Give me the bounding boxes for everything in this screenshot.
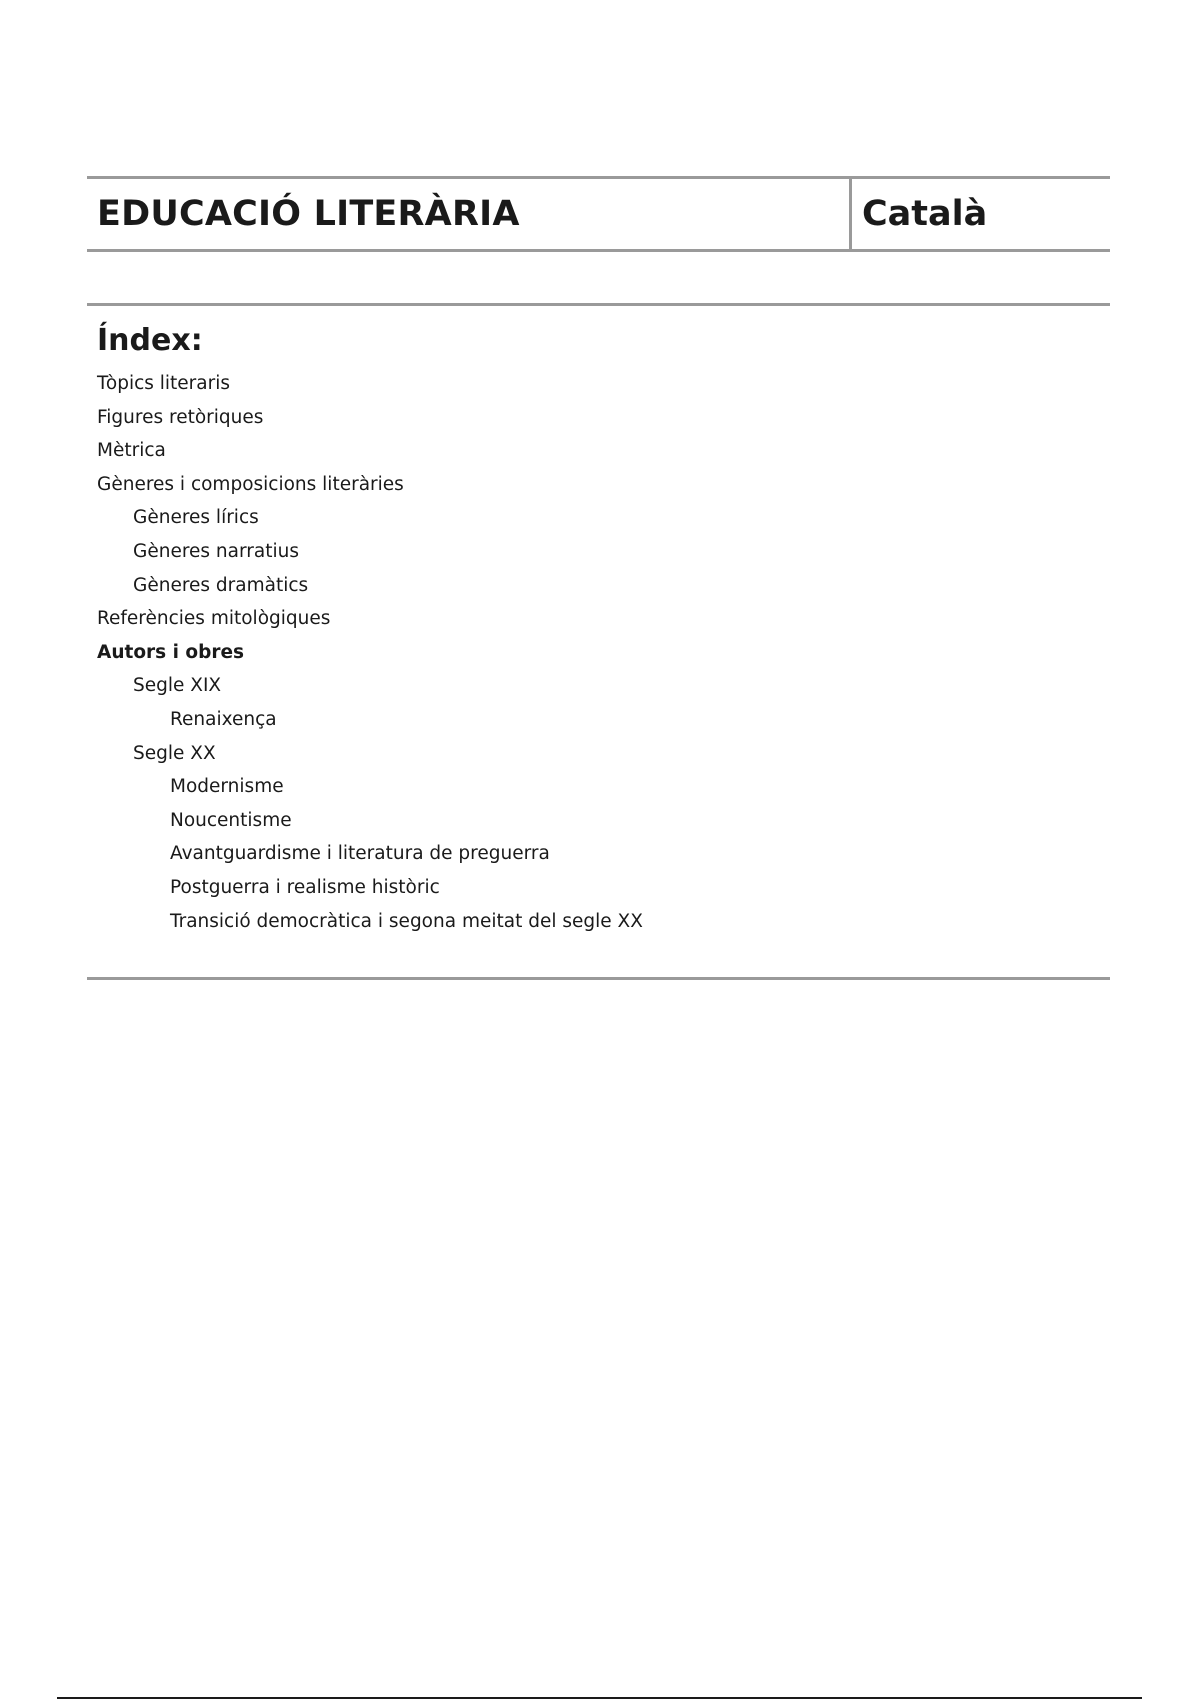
document-title: EDUCACIÓ LITERÀRIA [87, 179, 852, 249]
toc-item[interactable]: Referències mitològiques [97, 608, 331, 630]
index-heading: Índex: [97, 323, 203, 358]
toc-subsubitem[interactable]: Noucentisme [170, 809, 292, 831]
toc-subitem[interactable]: Segle XIX [133, 675, 222, 697]
index-section [87, 303, 1110, 980]
toc-subitem[interactable]: Gèneres dramàtics [133, 574, 309, 596]
toc-subsubitem[interactable]: Modernisme [170, 776, 284, 798]
toc-item[interactable]: Tòpics literaris [97, 373, 231, 394]
toc-item[interactable]: Figures retòriques [97, 406, 264, 428]
toc-item[interactable]: Mètrica [97, 440, 166, 462]
toc-subsubitem[interactable]: Avantguardisme i literatura de preguerra [170, 843, 550, 865]
footer-divider [57, 1697, 1142, 1699]
toc-item-current[interactable]: Autors i obres [97, 641, 245, 663]
toc-subsubitem[interactable]: Postguerra i realisme històric [170, 876, 440, 898]
toc-subitem[interactable]: Gèneres lírics [133, 507, 259, 529]
subject-label: Català [862, 194, 988, 234]
toc-subsubitem[interactable]: Transició democràtica i segona meitat del segle XX [170, 910, 643, 932]
table-of-contents [97, 367, 643, 938]
toc-subitem[interactable]: Segle XX [133, 742, 216, 764]
toc-subsubitem[interactable]: Renaixença [170, 708, 277, 730]
toc-subitem[interactable]: Gèneres narratius [133, 540, 299, 562]
toc-item[interactable]: Gèneres i composicions literàries [97, 473, 404, 495]
header-table [87, 176, 1110, 252]
